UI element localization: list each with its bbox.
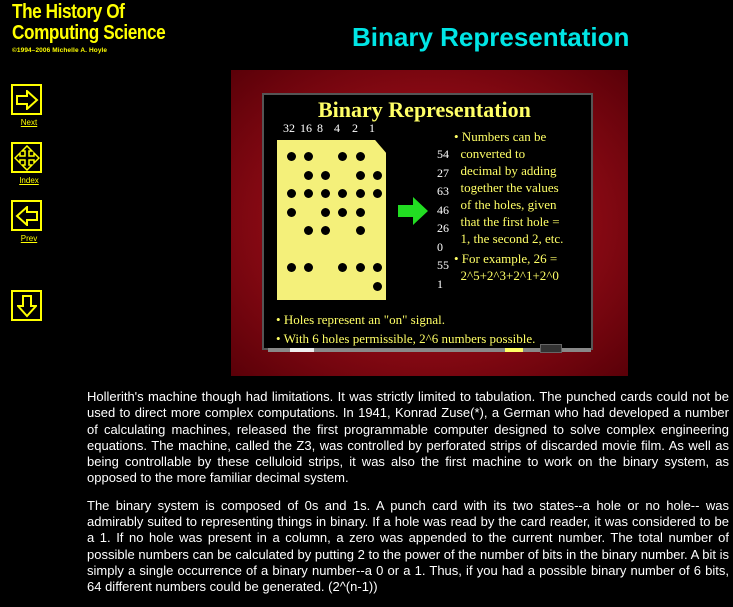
card-hole bbox=[356, 152, 365, 161]
slide-bullet-line: 2^5+2^3+2^1+2^0 bbox=[454, 268, 559, 283]
decimal-value: 1 bbox=[437, 276, 443, 291]
card-hole bbox=[356, 189, 365, 198]
decimal-value: 63 bbox=[437, 184, 449, 198]
slide-bullet-line: • Numbers can be bbox=[454, 129, 547, 144]
slide-bullet-4: • With 6 holes permissible, 2^6 numbers possible. bbox=[276, 331, 536, 346]
paragraph-1: Hollerith's machine though had limitations. It was strictly limited to tabulation. The punched cards could not be used to direct more complex computations. In 1941, Konrad Zuse(*), a German who had developed a number of calculating machines, released the first programmable computer designed to solve complex engineering equations. The machine, called the Z3, was controlled by perforated strips of discarded movie film. As well as being controllable by these celluloid strips, it was also the first machine to work on the binary system, as opposed to the more familiar decimal system. bbox=[87, 389, 729, 486]
card-hole bbox=[356, 208, 365, 217]
chalk-piece bbox=[290, 348, 314, 352]
card-hole bbox=[356, 171, 365, 180]
card-hole bbox=[321, 171, 330, 180]
logo-line-1: The History Of bbox=[12, 1, 125, 23]
slide-bullet-line: • For example, 26 = bbox=[454, 251, 558, 266]
index-cross-arrows-icon[interactable] bbox=[11, 142, 42, 173]
card-hole bbox=[338, 152, 347, 161]
logo-line-2: Computing Science bbox=[12, 22, 166, 44]
page-title: Binary Representation bbox=[352, 22, 630, 52]
card-hole bbox=[356, 263, 365, 272]
article-body bbox=[87, 389, 729, 607]
card-hole bbox=[287, 189, 296, 198]
next-link[interactable]: Next bbox=[20, 118, 38, 127]
decimal-value: 27 bbox=[437, 165, 449, 180]
punch-card bbox=[277, 140, 386, 300]
slide-bullet-2 bbox=[454, 250, 559, 284]
slide-bullet-line: that the first hole = bbox=[454, 214, 560, 229]
nav-index[interactable] bbox=[10, 142, 48, 185]
green-arrow-icon bbox=[397, 196, 429, 226]
slide-bullet-line: together the values bbox=[454, 180, 559, 195]
slide-bullet-1 bbox=[454, 128, 563, 247]
slide-title: Binary Representation bbox=[318, 97, 531, 122]
card-hole bbox=[321, 189, 330, 198]
nav-down[interactable] bbox=[10, 290, 48, 321]
card-hole bbox=[287, 152, 296, 161]
slide-bullet-line: of the holes, given bbox=[454, 197, 557, 212]
card-hole bbox=[373, 171, 382, 180]
nav-next[interactable] bbox=[10, 84, 48, 127]
card-hole bbox=[304, 226, 313, 235]
card-hole bbox=[373, 282, 382, 291]
logo-copyright: ©1994–2006 Michelle A. Hoyle bbox=[12, 47, 108, 54]
bit-label: 8 bbox=[317, 121, 323, 135]
slide-bullet-line: decimal by adding bbox=[454, 163, 557, 178]
card-hole bbox=[304, 152, 313, 161]
eraser bbox=[540, 344, 562, 353]
site-logo[interactable] bbox=[12, 2, 190, 54]
card-hole bbox=[373, 189, 382, 198]
card-hole bbox=[356, 226, 365, 235]
chalk-piece-yellow bbox=[505, 348, 523, 352]
decimal-value: 54 bbox=[437, 147, 449, 161]
paragraph-2: The binary system is composed of 0s and 1s. A punch card with its two states--a hole or no hole-- was admirably suited to representing things in binary. If a hole was read by the card reader, it was considered to be a 1. If no hole was present in a column, a zero was appended to the current number. The total number of possible numbers can be calculated by putting 2 to the power of the number of bits in the binary number. A bit is simply a single occurrence of a binary number--a 0 or a 1. Thus, if you had a possible binary number of 6 bits, 64 different numbers could be generated. (2^(n-1)) bbox=[87, 497, 729, 595]
nav-prev[interactable] bbox=[10, 200, 48, 243]
card-hole bbox=[304, 263, 313, 272]
card-hole bbox=[338, 208, 347, 217]
card-hole bbox=[287, 263, 296, 272]
slide-bullet-3: • Holes represent an "on" signal. bbox=[276, 312, 445, 327]
bit-label: 4 bbox=[334, 121, 340, 135]
card-hole bbox=[338, 263, 347, 272]
card-hole bbox=[321, 208, 330, 217]
bit-label: 32 bbox=[283, 121, 295, 135]
card-hole bbox=[287, 208, 296, 217]
decimal-value: 46 bbox=[437, 202, 449, 217]
slide-bullet-line: converted to bbox=[454, 146, 526, 161]
prev-arrow-icon[interactable] bbox=[11, 200, 42, 231]
down-arrow-icon[interactable] bbox=[11, 290, 42, 321]
slide-bullet-4-text: With 6 holes permissible, 2^6 numbers possible. bbox=[283, 331, 536, 346]
decimal-value: 26 bbox=[437, 221, 449, 235]
prev-link[interactable]: Prev bbox=[20, 234, 38, 243]
card-hole bbox=[338, 189, 347, 198]
card-hole bbox=[373, 263, 382, 272]
next-arrow-icon[interactable] bbox=[11, 84, 42, 115]
decimal-value: 0 bbox=[437, 239, 443, 254]
card-hole bbox=[304, 171, 313, 180]
decimal-value: 55 bbox=[437, 258, 449, 272]
index-link[interactable]: Index bbox=[19, 176, 39, 185]
bit-label: 2 bbox=[352, 121, 358, 135]
slide-bullet-line: 1, the second 2, etc. bbox=[454, 231, 564, 246]
bit-label: 1 bbox=[369, 121, 375, 135]
bit-label: 16 bbox=[300, 121, 312, 135]
card-hole bbox=[321, 226, 330, 235]
slide-bullet-3-text: Holes represent an "on" signal. bbox=[283, 312, 445, 327]
card-hole bbox=[304, 189, 313, 198]
